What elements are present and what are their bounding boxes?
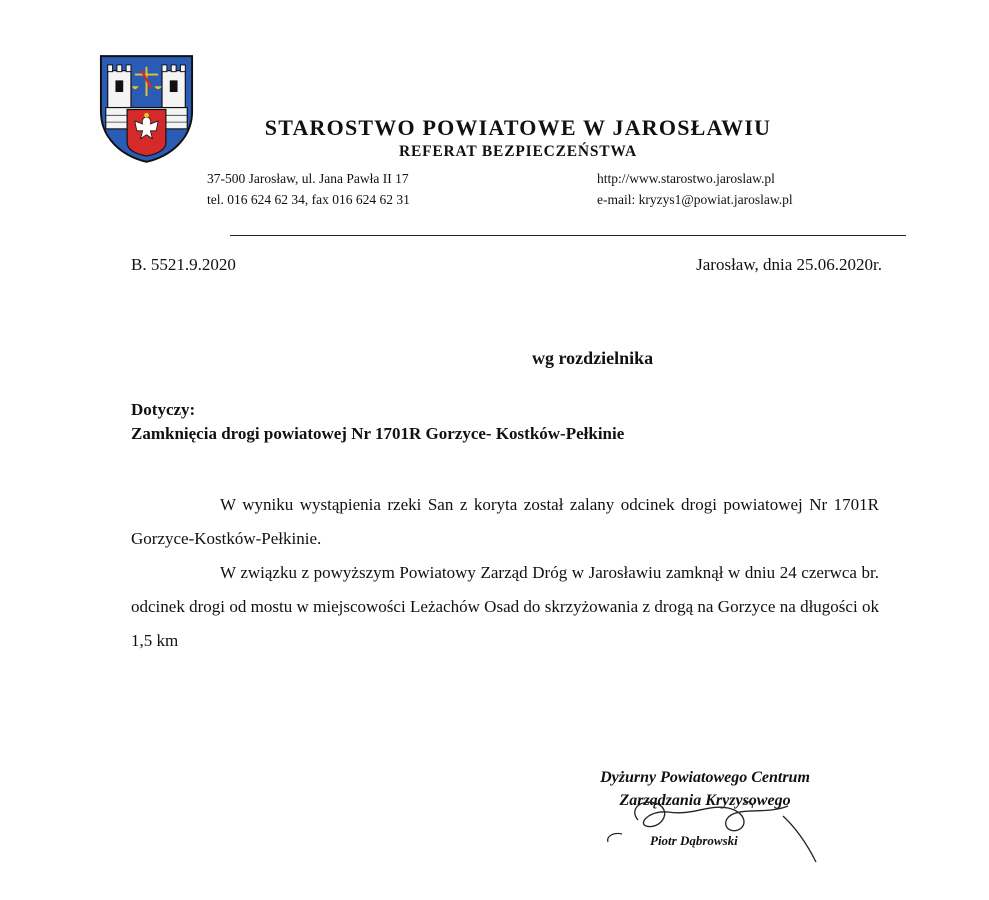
place-and-date: Jarosław, dnia 25.06.2020r. (696, 255, 882, 274)
signature-title-line-2: Zarządzania Kryzysowego (619, 792, 791, 809)
department-name: REFERAT BEZPIECZEŃSTWA (399, 143, 637, 160)
email-link[interactable]: e-mail: kryzys1@powiat.jaroslaw.pl (597, 192, 793, 207)
contact-web-block (597, 168, 793, 210)
body-paragraph-1: W wyniku wystąpienia rzeki San z koryta został zalany odcinek drogi powiatowej Nr 1701R Gorzyce-Kostków-Pełkinie. (131, 495, 879, 548)
subject-label: Dotyczy: (131, 400, 196, 419)
signature-title-line-1: Dyżurny Powiatowego Centrum (600, 769, 810, 786)
body-paragraph-2: W związku z powyższym Powiatowy Zarząd Dróg w Jarosławiu zamknął w dniu 24 czerwca br. odcinek drogi od mostu w miejscowości Leżachów Osad do skrzyżowania z drogą na Gorzyce na długości ok 1,5 km (131, 563, 879, 650)
phone-line: tel. 016 624 62 34, fax 016 624 62 31 (207, 192, 410, 207)
signatory-name: Piotr Dąbrowski (650, 833, 738, 848)
letter-body (131, 488, 879, 658)
header-divider (230, 235, 906, 236)
reference-number: B. 5521.9.2020 (131, 255, 236, 274)
website-link[interactable]: http://www.starostwo.jaroslaw.pl (597, 171, 775, 186)
handwritten-signature-icon (598, 790, 828, 865)
subject-text: Zamknięcia drogi powiatowej Nr 1701R Gorzyce- Kostków-Pełkinie (131, 424, 625, 443)
coat-of-arms-icon (98, 53, 195, 165)
address-line: 37-500 Jarosław, ul. Jana Pawła II 17 (207, 171, 409, 186)
contact-address-block (207, 168, 410, 210)
recipient-line: wg rozdzielnika (532, 348, 654, 368)
office-name: STAROSTWO POWIATOWE W JAROSŁAWIU (264, 115, 772, 140)
